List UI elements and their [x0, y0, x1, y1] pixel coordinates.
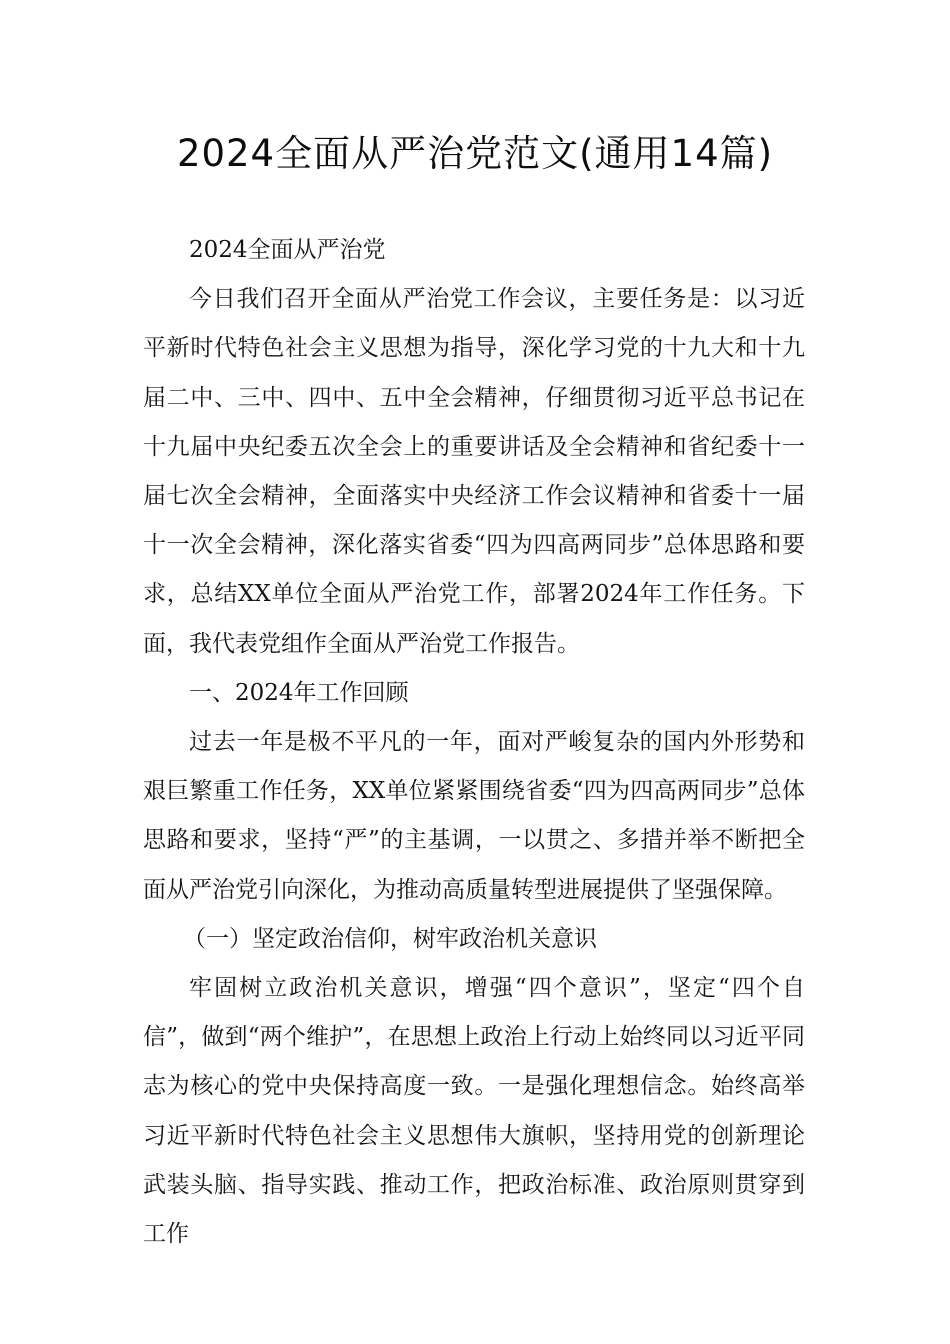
body-paragraph: 今日我们召开全面从严治党工作会议，主要任务是：以习近平新时代特色社会主义思想为指导，深化学习党的十九大和十九届二中、三中、四中、五中全会精神，仔细贯彻习近平总书记在十九届中央纪委五次全会上的重要讲话及全会精神和省纪委十一届七次全会精神，全面落实中央经济工作会议精神和省委十一届十一次全会精神，深化落实省委“四为四高两同步”总体思路和要求，总结XX单位全面从严治党工作，部署2024年工作任务。下面，我代表党组作全面从严治党工作报告。: [143, 286, 805, 657]
body-paragraph: 牢固树立政治机关意识，增强“四个意识”，坚定“四个自信”，做到“两个维护”，在思想上政治上行动上始终同以习近平同志为核心的党中央保持高度一致。一是强化理想信念。始终高举习近平新时代特色社会主义思想伟大旗帜，坚持用党的创新理论武装头脑、指导实践、推动工作，把政治标准、政治原则贯穿到工作: [143, 975, 805, 1248]
document-body: [143, 226, 805, 1259]
section-heading-review: 一、2024年工作回顾: [189, 679, 409, 706]
section-heading-intro: 2024全面从严治党: [189, 237, 386, 263]
subsection-heading: （一）坚定政治信仰，树牢政治机关意识: [183, 925, 597, 952]
document-title: 2024全面从严治党范文(通用14篇): [176, 132, 774, 175]
body-paragraph: 过去一年是极不平凡的一年，面对严峻复杂的国内外形势和艰巨繁重工作任务，XX单位紧紧围绕省委“四为四高两同步”总体思路和要求，坚持“严”的主基调，一以贯之、多措并举不断把全面从严治党引向深化，为推动高质量转型进展提供了坚强保障。: [143, 729, 805, 903]
